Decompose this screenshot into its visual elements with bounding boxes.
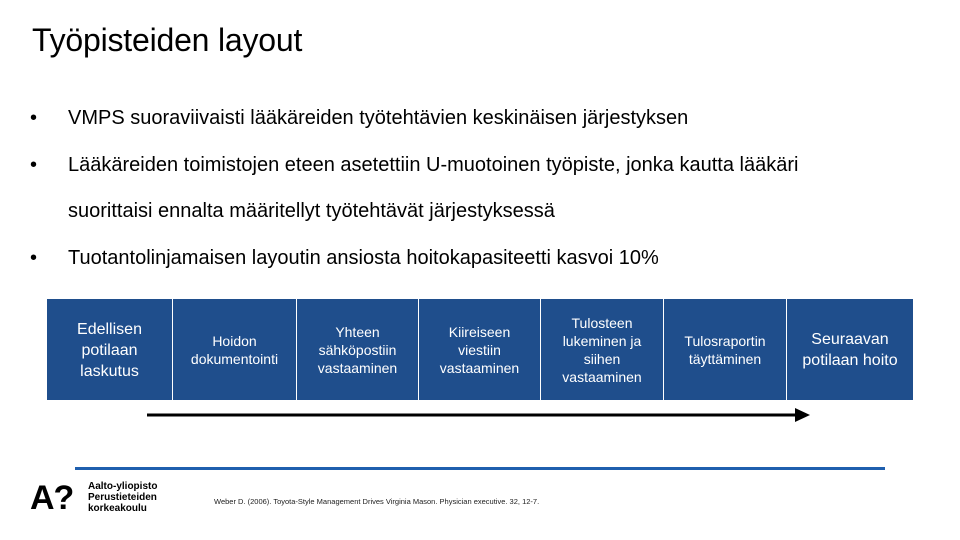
bullet-text: VMPS suoraviivaisti lääkäreiden työtehtävien keskinäisen järjestyksen (68, 107, 689, 129)
process-flow (47, 299, 913, 400)
citation: Weber D. (2006). Toyota-Style Management Drives Virginia Mason. Physician executive. 32, 12-7. (214, 497, 540, 506)
process-step (47, 299, 173, 400)
bullet-item (30, 142, 870, 234)
footer-divider (75, 467, 885, 470)
timeline-arrow-icon (147, 405, 810, 425)
aalto-logo (30, 478, 170, 518)
bullet-dot-icon: • (30, 247, 38, 269)
process-step (787, 299, 913, 400)
process-step-label: Hoidon dokumentointi (190, 332, 279, 367)
logo-text (88, 481, 157, 514)
logo-line: korkeakoulu (88, 503, 147, 514)
process-step (664, 299, 787, 400)
process-step-label: Tulosraportin täyttäminen (684, 332, 766, 367)
bullet-item (30, 236, 930, 281)
process-step (297, 299, 419, 400)
bullet-item (30, 96, 930, 141)
process-step-label: Yhteen sähköpostiin vastaaminen (317, 323, 398, 376)
process-step (419, 299, 541, 400)
bullet-text: Tuotantolinjamaisen layoutin ansiosta hoitokapasiteetti kasvoi 10% (68, 247, 659, 269)
slide-title: Työpisteiden layout (32, 22, 303, 58)
process-step (541, 299, 664, 400)
logo-line: Aalto-yliopisto (88, 481, 158, 492)
bullet-dot-icon: • (30, 107, 38, 129)
process-step (173, 299, 297, 400)
process-step-label: Edellisen potilaan laskutus (77, 321, 142, 380)
process-step-label: Kiireiseen viestiin vastaaminen (439, 323, 520, 376)
logo-line: Perustieteiden (88, 492, 157, 503)
logo-mark: A? (30, 479, 74, 517)
process-step-label: Seuraavan potilaan hoito (802, 330, 898, 369)
process-step-label: Tulosteen lukeminen ja siihen vastaaminen (562, 314, 642, 385)
bullet-dot-icon: • (30, 154, 38, 176)
bullet-text: Lääkäreiden toimistojen eteen asetettiin U-muotoinen työpiste, jonka kautta lääkäri suorittaisi ennalta määritellyt työtehtävät järjestyksessä (68, 154, 799, 222)
